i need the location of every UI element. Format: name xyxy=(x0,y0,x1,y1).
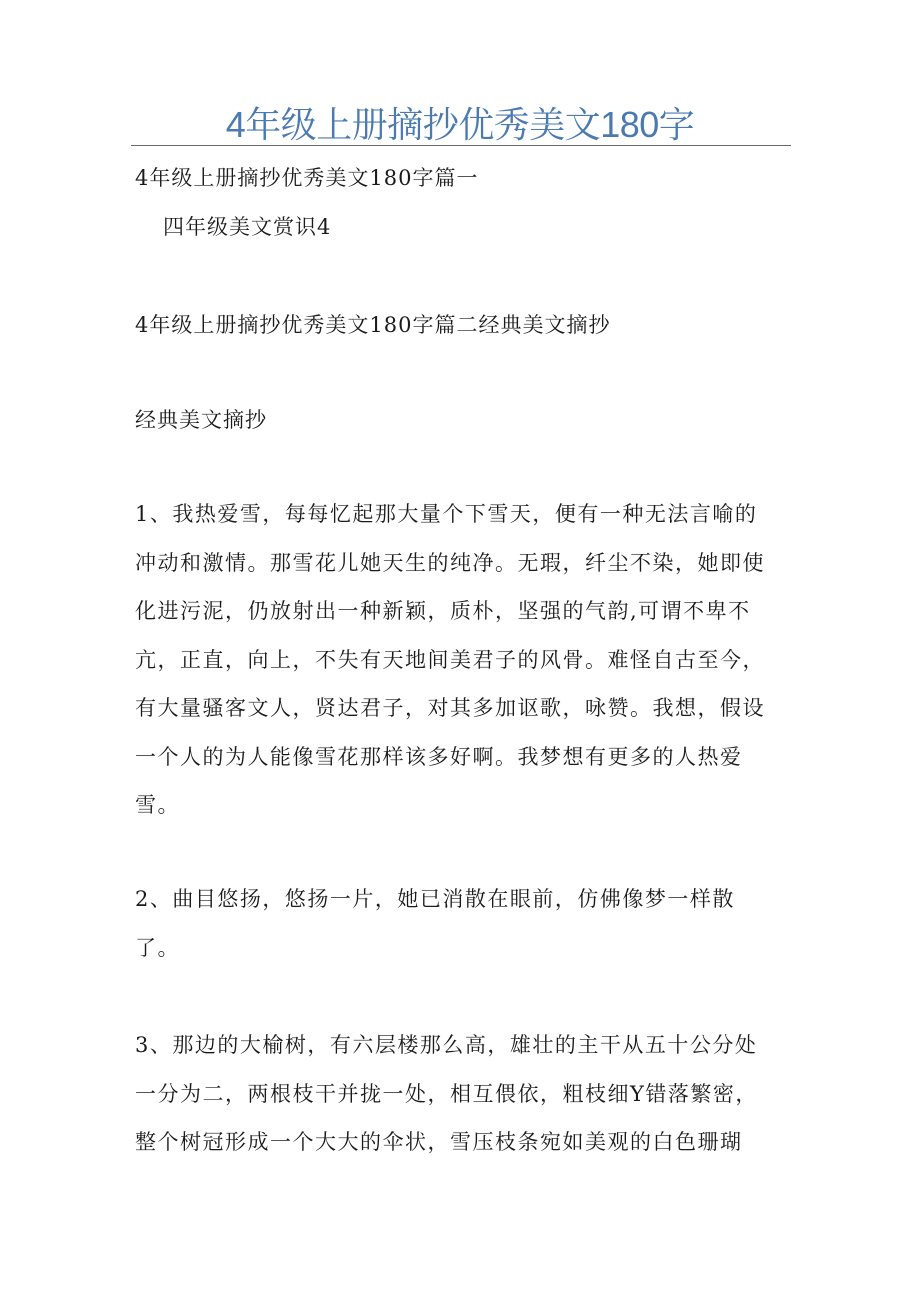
paragraph-line: 化进污泥，仍放射出一种新颖，质朴，坚强的气韵,可谓不卑不 xyxy=(135,599,751,623)
paragraph-3 xyxy=(135,1021,775,1167)
section-heading-1: 4年级上册摘抄优秀美文180字篇一 xyxy=(135,166,479,190)
paragraph-line: 整个树冠形成一个大大的伞状，雪压枝条宛如美观的白色珊瑚 xyxy=(135,1130,743,1154)
paragraph-line: 1、我热爱雪，每每忆起那大量个下雪天，便有一种无法言喻的 xyxy=(135,502,758,526)
paragraph-line: 3、那边的大榆树，有六层楼那么高，雄壮的主干从五十公分处 xyxy=(135,1033,758,1057)
title-divider xyxy=(131,145,791,146)
paragraph-line: 了。 xyxy=(135,935,180,960)
page-title: 4年级上册摘抄优秀美文180字 xyxy=(225,104,695,145)
paragraph-line: 一个人的为人能像雪花那样该多好啊。我梦想有更多的人热爱 xyxy=(135,744,743,769)
paragraph-line: 冲动和激情。那雪花儿她天生的纯净。无瑕，纤尘不染，她即使 xyxy=(135,550,765,575)
paragraph-1 xyxy=(135,490,775,830)
paragraph-line: 亢，正直，向上，不失有天地间美君子的风骨。难怪自古至今， xyxy=(135,647,765,672)
paragraph-line: 2、曲目悠扬，悠扬一片，她已消散在眼前，仿佛像梦一样散 xyxy=(135,887,735,911)
section-subtitle-2: 经典美文摘抄 xyxy=(135,408,267,432)
paragraph-2 xyxy=(135,875,775,972)
section-heading-2: 4年级上册摘抄优秀美文180字篇二经典美文摘抄 xyxy=(135,313,611,337)
paragraph-line: 雪。 xyxy=(135,793,180,817)
section-subtitle-1: 四年级美文赏识4 xyxy=(163,215,332,239)
paragraph-line: 一分为二，两根枝干并拢一处，相互偎依，粗枝细Y错落繁密， xyxy=(135,1081,758,1106)
paragraph-line: 有大量骚客文人，贤达君子，对其多加讴歌，咏赞。我想，假设 xyxy=(135,696,765,720)
